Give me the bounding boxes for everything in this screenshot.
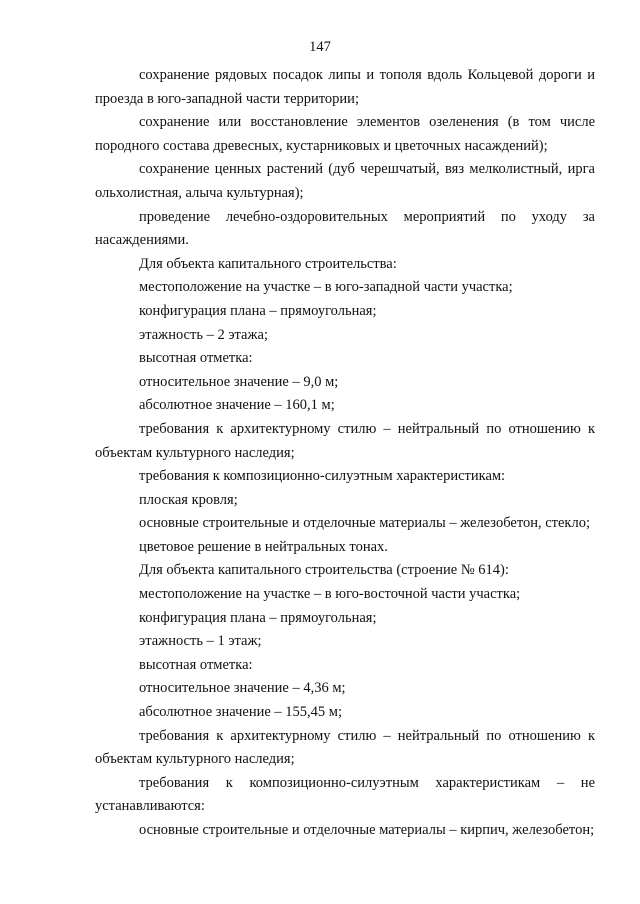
paragraph: основные строительные и отделочные материалы – кирпич, железобетон;	[139, 822, 595, 838]
paragraph: сохранение рядовых посадок липы и тополя вдоль Кольцевой дороги и проезда в юго-западной части территории;	[95, 67, 595, 107]
document-body	[95, 64, 595, 843]
paragraph: сохранение или восстановление элементов озеленения (в том числе породного состава древесных, кустарниковых и цветочных насаждений);	[95, 114, 595, 154]
paragraph: требования к архитектурному стилю – нейтральный по отношению к объектам культурного наследия;	[95, 727, 595, 768]
paragraph: требования к архитектурному стилю – нейтральный по отношению к объектам культурного наследия;	[95, 420, 595, 461]
paragraph: конфигурация плана – прямоугольная;	[139, 302, 377, 319]
paragraph: высотная отметка:	[139, 656, 253, 673]
paragraph: Для объекта капитального строительства:	[139, 255, 397, 272]
paragraph: плоская кровля;	[139, 491, 238, 508]
paragraph: проведение лечебно-оздоровительных мероприятий по уходу за насаждениями.	[95, 208, 595, 249]
paragraph: абсолютное значение – 155,45 м;	[139, 704, 342, 721]
paragraph: высотная отметка:	[139, 350, 253, 367]
paragraph: местоположение на участке – в юго-западной части участка;	[139, 279, 513, 296]
paragraph: местоположение на участке – в юго-восточной части участка;	[139, 586, 521, 603]
page-number: 147	[309, 39, 331, 55]
paragraph: Для объекта капитального строительства (строение № 614):	[139, 562, 509, 579]
paragraph: абсолютное значение – 160,1 м;	[139, 397, 335, 414]
paragraph: относительное значение – 4,36 м;	[139, 680, 346, 697]
paragraph: основные строительные и отделочные материалы – железобетон, стекло;	[139, 515, 590, 532]
paragraph: требования к композиционно-силуэтным характеристикам:	[139, 468, 506, 485]
paragraph: конфигурация плана – прямоугольная;	[139, 609, 377, 626]
paragraph: этажность – 1 этаж;	[139, 633, 262, 650]
paragraph: цветовое решение в нейтральных тонах.	[139, 538, 388, 555]
paragraph: требования к композиционно-силуэтным характеристикам – не устанавливаются:	[95, 774, 595, 815]
paragraph: сохранение ценных растений (дуб черешчатый, вяз мелколистный, ирга ольхолистная, алыча культурная);	[95, 161, 595, 201]
paragraph: относительное значение – 9,0 м;	[139, 373, 339, 390]
paragraph: этажность – 2 этажа;	[139, 326, 268, 343]
